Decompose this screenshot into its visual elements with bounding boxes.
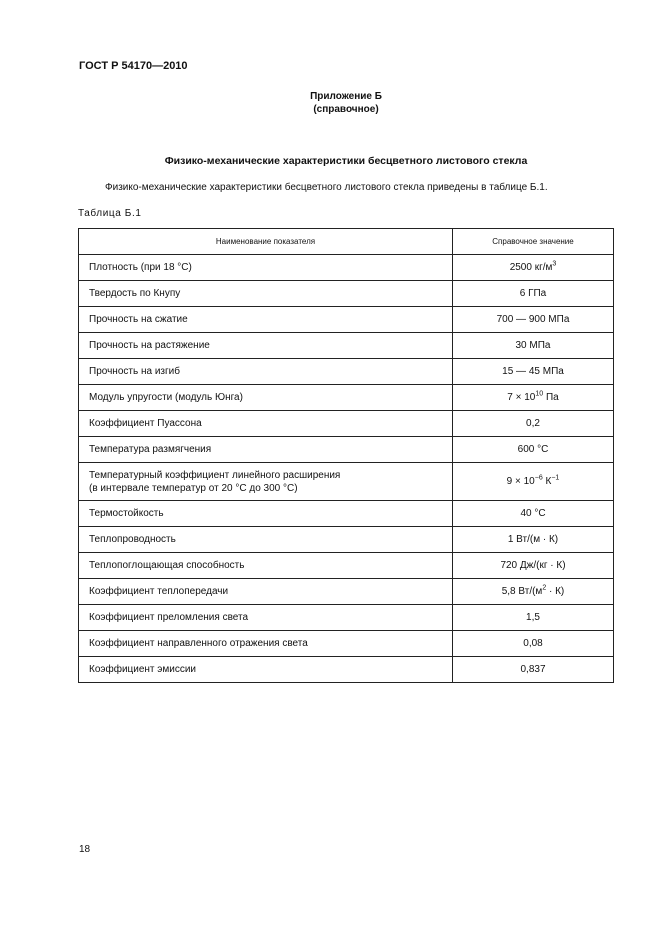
- table-row: [79, 333, 614, 359]
- param-cell: Плотность (при 18 °С): [79, 255, 453, 281]
- param-cell: Теплопоглощающая способность: [79, 553, 453, 579]
- value-cell: [453, 579, 614, 605]
- value-superscript: −6: [534, 474, 543, 482]
- value-text: 9 × 10: [506, 476, 535, 487]
- table-row: [79, 657, 614, 683]
- table-row: [79, 631, 614, 657]
- table-row: [79, 463, 614, 501]
- value-cell: 6 ГПа: [453, 281, 614, 307]
- value-cell: 40 °С: [453, 501, 614, 527]
- column-header-parameter: Наименование показателя: [79, 229, 453, 255]
- table-row: [79, 579, 614, 605]
- value-cell: [453, 255, 614, 281]
- param-cell: Прочность на сжатие: [79, 307, 453, 333]
- table-row: [79, 385, 614, 411]
- column-header-value: Справочное значение: [453, 229, 614, 255]
- value-text: 7 × 10: [507, 392, 536, 403]
- param-cell: Твердость по Кнупу: [79, 281, 453, 307]
- param-cell: [79, 463, 453, 501]
- document-code: ГОСТ Р 54170—2010: [79, 60, 188, 72]
- page-number: 18: [79, 844, 91, 855]
- value-cell: 15 — 45 МПа: [453, 359, 614, 385]
- value-cell: [453, 385, 614, 411]
- value-cell: 1 Вт/(м · К): [453, 527, 614, 553]
- value-tail: Па: [543, 392, 559, 403]
- param-cell: Прочность на растяжение: [79, 333, 453, 359]
- value-superscript: 3: [552, 260, 557, 268]
- param-cell: Коэффициент эмиссии: [79, 657, 453, 683]
- param-cell: Коэффициент преломления света: [79, 605, 453, 631]
- section-heading: Физико-механические характеристики бесцветного листового стекла: [164, 155, 528, 167]
- table-header-row: [79, 229, 614, 255]
- intro-paragraph: Физико-механические характеристики бесцветного листового стекла приведены в таблице Б.1.: [105, 182, 548, 193]
- value-text: 2500 кг/м: [509, 262, 553, 273]
- param-cell: Теплопроводность: [79, 527, 453, 553]
- param-cell: Коэффициент направленного отражения света: [79, 631, 453, 657]
- value-tail: К: [542, 476, 552, 487]
- param-cell: Прочность на изгиб: [79, 359, 453, 385]
- value-cell: 700 — 900 МПа: [453, 307, 614, 333]
- value-superscript-unit: −1: [551, 474, 560, 482]
- value-cell: 0,2: [453, 411, 614, 437]
- table-row: [79, 553, 614, 579]
- value-tail: · К): [546, 586, 565, 597]
- param-line-1: Температурный коэффициент линейного расширения: [89, 469, 341, 481]
- value-cell: 30 МПа: [453, 333, 614, 359]
- table-row: [79, 281, 614, 307]
- value-cell: 0,837: [453, 657, 614, 683]
- value-superscript: 2: [542, 584, 547, 592]
- param-line-2: (в интервале температур от 20 °С до 300 °С): [89, 482, 298, 494]
- table-row: [79, 527, 614, 553]
- param-cell: Модуль упругости (модуль Юнга): [79, 385, 453, 411]
- value-cell: 600 °С: [453, 437, 614, 463]
- value-cell: 1,5: [453, 605, 614, 631]
- param-cell: Коэффициент Пуассона: [79, 411, 453, 437]
- value-text: 5,8 Вт/(м: [501, 586, 543, 597]
- table-row: [79, 437, 614, 463]
- value-cell: 720 Дж/(кг · К): [453, 553, 614, 579]
- table-row: [79, 255, 614, 281]
- value-superscript: 10: [535, 390, 544, 398]
- properties-table: [78, 228, 614, 683]
- param-cell: Температура размягчения: [79, 437, 453, 463]
- appendix-heading: [0, 90, 661, 116]
- param-cell: Коэффициент теплопередачи: [79, 579, 453, 605]
- appendix-title: Приложение Б: [310, 91, 382, 102]
- param-cell: Термостойкость: [79, 501, 453, 527]
- table-row: [79, 411, 614, 437]
- table-row: [79, 501, 614, 527]
- table-row: [79, 307, 614, 333]
- table-row: [79, 605, 614, 631]
- appendix-subtitle: (справочное): [313, 104, 379, 115]
- table-row: [79, 359, 614, 385]
- value-cell: 0,08: [453, 631, 614, 657]
- value-cell: [453, 463, 614, 501]
- table-caption: Таблица Б.1: [78, 208, 142, 219]
